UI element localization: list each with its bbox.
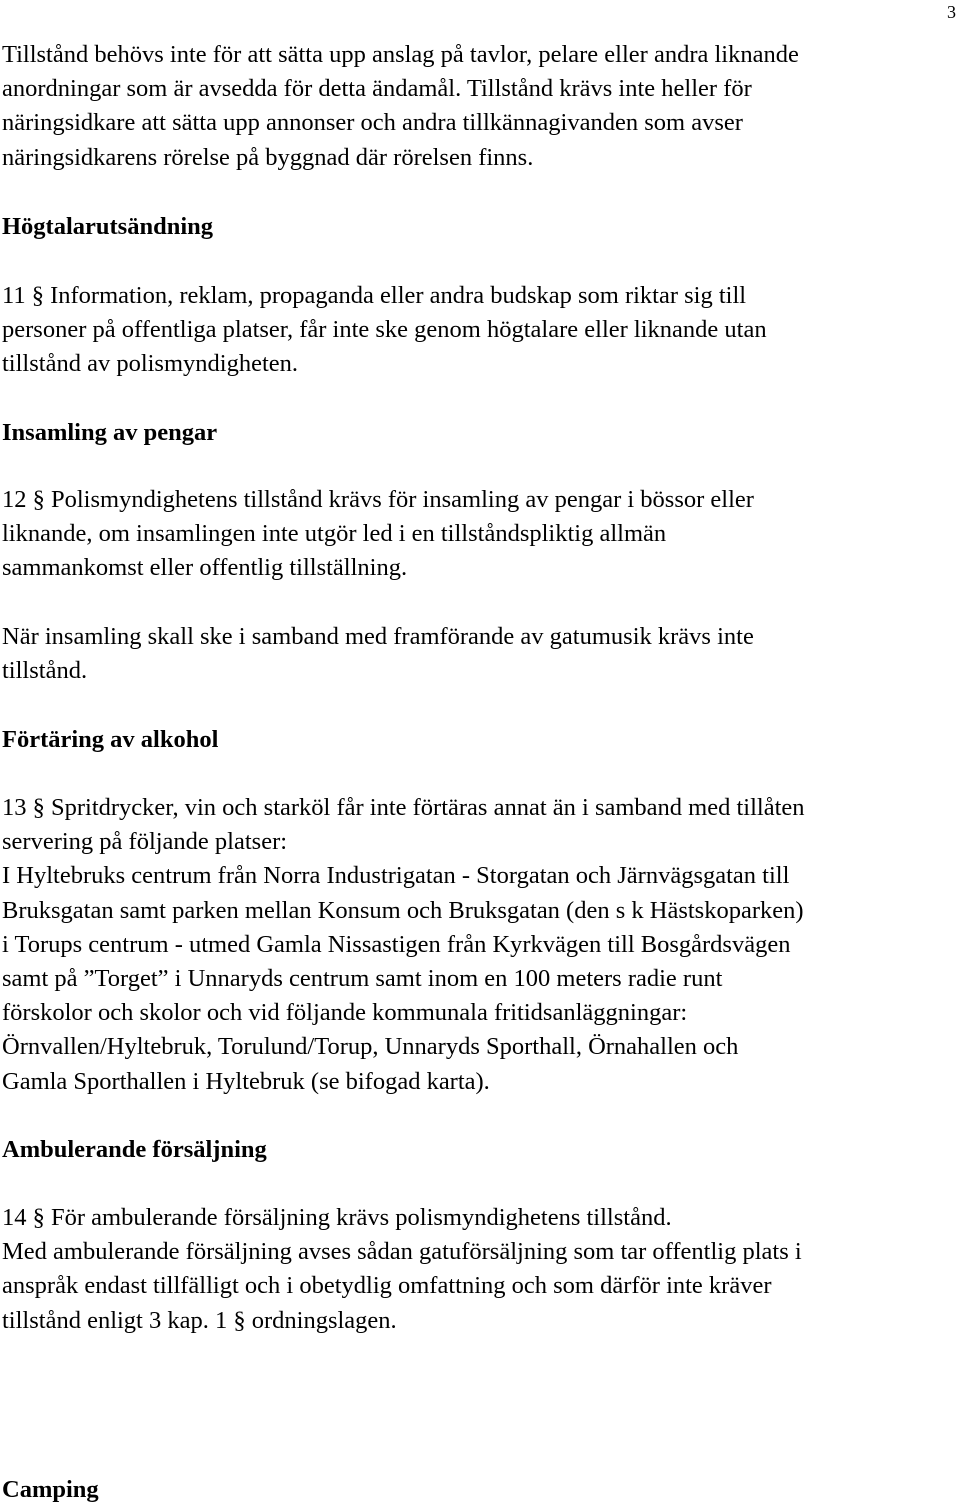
paragraph-line: tillstånd av polismyndigheten. [2, 350, 299, 378]
paragraph-line: liknande, om insamlingen inte utgör led i en tillståndspliktig allmän [2, 520, 667, 548]
paragraph-line: Gamla Sporthallen i Hyltebruk (se bifogad karta). [2, 1067, 490, 1095]
section-heading-fortaring: Förtäring av alkohol [2, 726, 219, 753]
paragraph-line: När insamling skall ske i samband med framförande av gatumusik krävs inte [2, 623, 754, 650]
paragraph-line: 11 § Information, reklam, propaganda eller andra budskap som riktar sig till [2, 282, 747, 309]
intro-line: anordningar som är avsedda för detta ändamål. Tillstånd krävs inte heller för [2, 75, 752, 103]
intro-line: näringsidkarens rörelse på byggnad där rörelsen finns. [2, 143, 534, 171]
paragraph-line: förskolor och skolor och vid följande kommunala fritidsanläggningar: [2, 999, 688, 1027]
paragraph-line: Örnvallen/Hyltebruk, Torulund/Torup, Unnaryds Sporthall, Örnahallen och [2, 1033, 739, 1061]
paragraph-line: tillstånd enligt 3 kap. 1 § ordningslagen. [2, 1306, 397, 1334]
paragraph-14 [2, 1201, 958, 1338]
page-number: 3 [947, 2, 956, 22]
paragraph-line: sammankomst eller offentlig tillställning. [2, 554, 408, 582]
paragraph-line: Bruksgatan samt parken mellan Konsum och Bruksgatan (den s k Hästskoparken) [2, 896, 804, 924]
paragraph-line: Med ambulerande försäljning avses sådan gatuförsäljning som tar offentlig plats i [2, 1238, 802, 1266]
paragraph-line: 13 § Spritdrycker, vin och starköl får inte förtäras annat än i samband med tillåten [2, 794, 805, 821]
paragraph-line: tillstånd. [2, 657, 88, 685]
section-heading-hogtalarutsandning: Högtalarutsändning [2, 213, 214, 240]
section-heading-camping: Camping [2, 1476, 99, 1503]
intro-line: näringsidkare att sätta upp annonser och andra tillkännagivanden som avser [2, 109, 743, 137]
paragraph-12 [2, 483, 958, 586]
section-heading-ambulerande: Ambulerande försäljning [2, 1136, 267, 1163]
intro-line: Tillstånd behövs inte för att sätta upp anslag på tavlor, pelare eller andra liknande [2, 41, 799, 68]
paragraph-line: I Hyltebruks centrum från Norra Industrigatan - Storgatan och Järnvägsgatan till [2, 862, 790, 890]
paragraph-line: 14 § För ambulerande försäljning krävs polismyndighetens tillstånd. [2, 1204, 672, 1231]
paragraph-line: servering på följande platser: [2, 828, 288, 856]
paragraph-line: 12 § Polismyndighetens tillstånd krävs för insamling av pengar i bössor eller [2, 486, 754, 513]
paragraph-line: samt på ”Torget” i Unnaryds centrum samt inom en 100 meters radie runt [2, 965, 723, 993]
paragraph-line: i Torups centrum - utmed Gamla Nissastigen från Kyrkvägen till Bosgårdsvägen [2, 930, 791, 958]
intro-paragraph [2, 38, 958, 175]
paragraph-line: personer på offentliga platser, får inte ske genom högtalare eller liknande utan [2, 316, 767, 344]
paragraph-line: anspråk endast tillfälligt och i obetydlig omfattning och som därför inte kräver [2, 1272, 772, 1300]
section-heading-insamling: Insamling av pengar [2, 419, 218, 446]
paragraph-12-note [2, 620, 958, 688]
paragraph-11 [2, 279, 958, 382]
paragraph-13 [2, 791, 958, 1099]
